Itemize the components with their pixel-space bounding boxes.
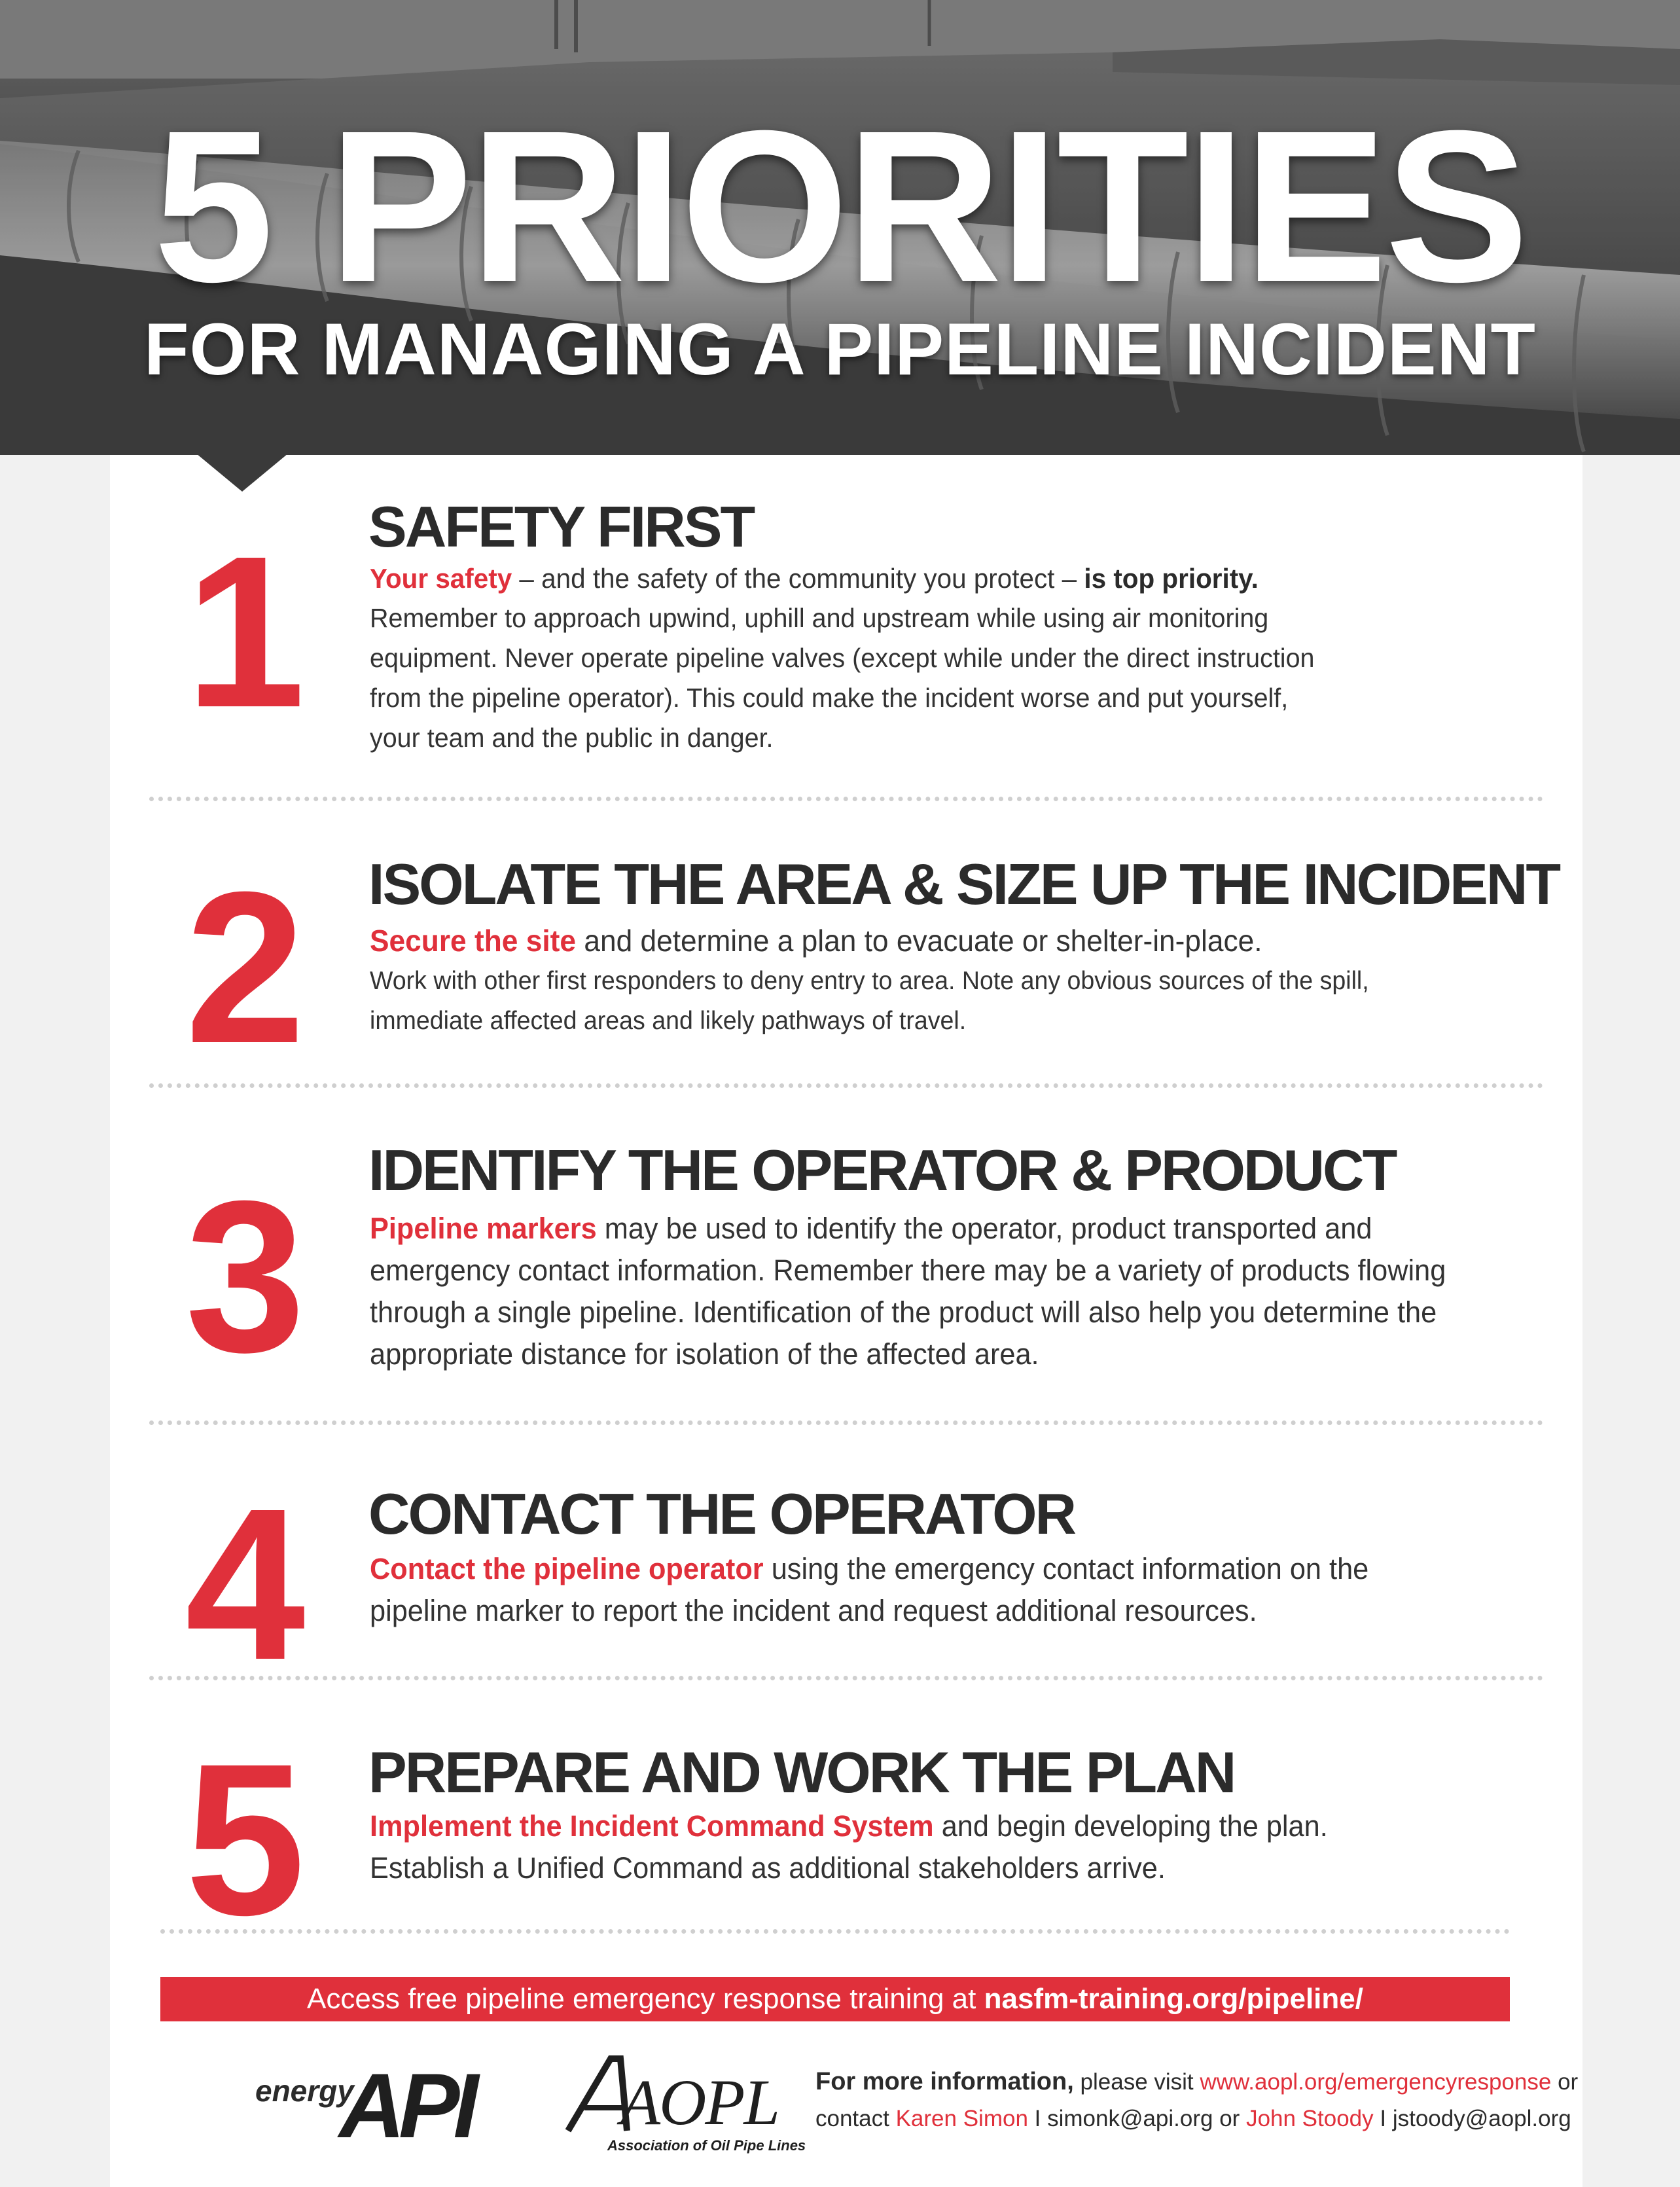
contact-john-stoody[interactable]: John Stoody <box>1246 2106 1374 2131</box>
priority-number: 3 <box>185 1155 302 1397</box>
priority-lead: Your safety <box>370 563 512 594</box>
aopl-logo-caption: Association of Oil Pipe Lines <box>607 2137 806 2154</box>
api-logo <box>255 2052 537 2150</box>
more-info: For more information, please visit www.aopl.org/emergencyresponse or contact Karen Simon I simonk@api.org or John Stoody I jstoody@aopl.org <box>815 2068 1579 2131</box>
contact-email-2: I jstoody@aopl.org <box>1373 2106 1571 2131</box>
aopl-url-link[interactable]: www.aopl.org/emergencyresponse <box>1200 2069 1552 2095</box>
priority-title: IDENTIFY THE OPERATOR & PRODUCT <box>368 1138 1396 1202</box>
body-line: pipeline marker to report the incident and request additional resources. <box>370 1594 1257 1627</box>
priority-body: Pipeline markers may be used to identify the operator, product transported and emergency contact information. Remember there may be a variety of products flowing through a single pipeline. Identification of the product will also help you determine the appropriate distance for isolation of the affected area. <box>370 1208 1594 1375</box>
priority-lead: Secure the site <box>370 924 577 958</box>
api-logo-word: energy <box>255 2074 354 2108</box>
divider <box>149 797 1543 801</box>
body-line: from the pipeline operator). This could make the incident worse and put yourself, <box>370 683 1289 713</box>
aopl-logo-mark: AOPL <box>620 2066 779 2139</box>
divider <box>160 1929 1510 1934</box>
priority-body: Your safety – and the safety of the community you protect – is top priority. Remember to approach upwind, uphill and upstream while using air monitoring equipment. Never operate pipeline valves (except while under the direct instruction from the pipeline operator). This could make the incident worse and put yourself, your team and the public in danger. <box>370 558 1594 758</box>
banner-text: Access free pipeline emergency response training at <box>307 1983 984 2015</box>
priority-title: SAFETY FIRST <box>368 494 754 559</box>
body-line: Remember to approach upwind, uphill and upstream while using air monitoring <box>370 603 1269 633</box>
api-logo-mark: API <box>339 2054 473 2150</box>
priority-number: 5 <box>185 1718 302 1960</box>
priority-body: Contact the pipeline operator using the emergency contact information on the pipeline marker to report the incident and request additional resources. <box>370 1548 1594 1632</box>
priorities-card <box>110 455 1582 2187</box>
contact-karen-simon[interactable]: Karen Simon <box>895 2106 1028 2131</box>
body-line: Work with other first responders to deny entry to area. Note any obvious sources of the spill, <box>370 967 1369 995</box>
body-line: Establish a Unified Command as additional stakeholders arrive. <box>370 1851 1166 1885</box>
card-notch <box>196 454 288 492</box>
page-title: 5 PRIORITIES <box>153 85 1527 327</box>
priority-number: 1 <box>185 511 302 752</box>
page-subtitle: FOR MANAGING A PIPELINE INCIDENT <box>144 308 1536 390</box>
training-banner <box>160 1977 1510 2021</box>
divider <box>149 1083 1543 1088</box>
body-line: appropriate distance for isolation of the affected area. <box>370 1337 1039 1371</box>
body-line: through a single pipeline. Identification of the product will also help you determine the <box>370 1295 1437 1329</box>
header-hero <box>0 0 1680 455</box>
more-info-label: For more information, <box>815 2068 1074 2095</box>
priority-number: 4 <box>185 1463 302 1705</box>
contact-email-1: I simonk@api.org or <box>1028 2106 1247 2131</box>
divider <box>149 1676 1543 1680</box>
training-link[interactable]: nasfm-training.org/pipeline/ <box>984 1983 1363 2015</box>
priority-title: ISOLATE THE AREA & SIZE UP THE INCIDENT <box>368 852 1560 916</box>
priority-lead: Implement the Incident Command System <box>370 1809 934 1843</box>
priority-lead: Pipeline markers <box>370 1212 597 1245</box>
body-line: your team and the public in danger. <box>370 723 774 753</box>
priority-body: Implement the Incident Command System and begin developing the plan. Establish a Unified Command as additional stakeholders arrive. <box>370 1805 1594 1889</box>
body-line: equipment. Never operate pipeline valves (except while under the direct instruction <box>370 643 1315 673</box>
priority-body: Secure the site and determine a plan to evacuate or shelter-in-place. Work with other first responders to deny entry to area. Note any obvious sources of the spill, immediate affected areas and likely pathways of travel. <box>370 921 1594 1041</box>
divider <box>149 1420 1543 1425</box>
priority-lead: Contact the pipeline operator <box>370 1552 764 1585</box>
priority-number: 2 <box>185 846 302 1088</box>
body-line: emergency contact information. Remember there may be a variety of products flowing <box>370 1254 1446 1287</box>
priority-title: PREPARE AND WORK THE PLAN <box>368 1740 1235 1805</box>
body-line: immediate affected areas and likely pathways of travel. <box>370 1007 967 1035</box>
priority-title: CONTACT THE OPERATOR <box>368 1481 1075 1546</box>
